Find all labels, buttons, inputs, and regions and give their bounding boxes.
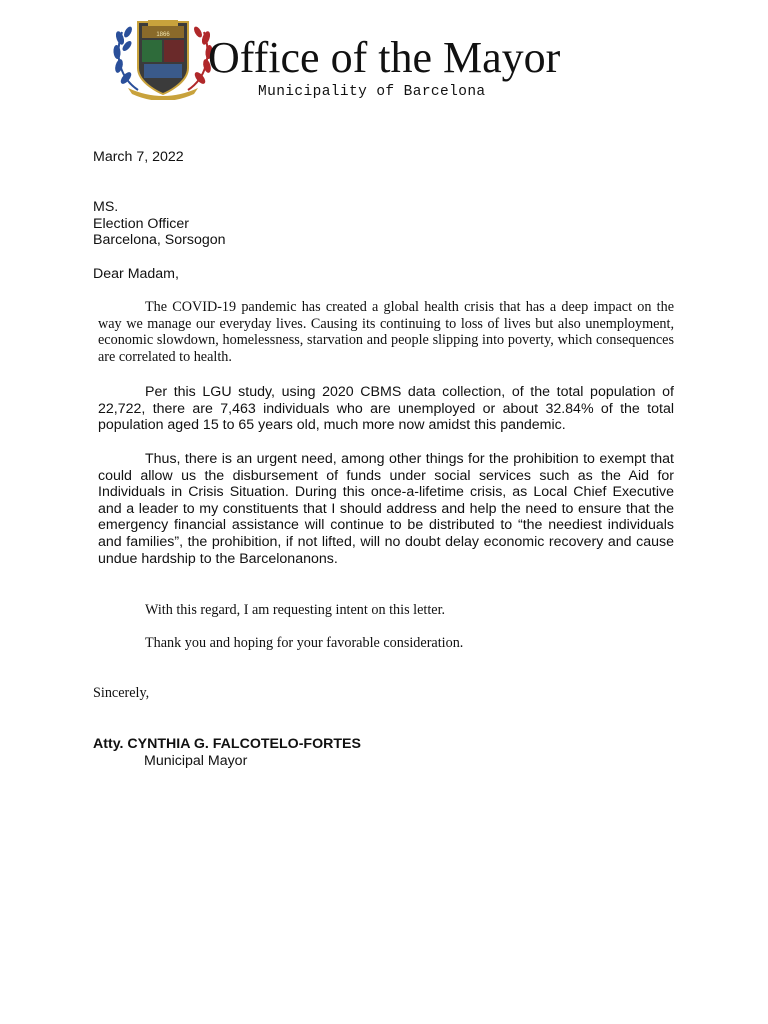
- seal-year: 1866: [156, 32, 170, 38]
- body-paragraph: Thank you and hoping for your favorable consideration.: [145, 635, 464, 651]
- recipient-line: MS.: [93, 199, 119, 215]
- body-paragraph: Per this LGU study, using 2020 CBMS data collection, of the total population of 22,722, there are 7,463 individuals who are unemployed or about 32.84% of the total population aged 15 to 65 years old, much more now amidst this pandemic.: [98, 384, 674, 434]
- body-paragraph: With this regard, I am requesting intent on this letter.: [145, 602, 446, 618]
- letter-date: March 7, 2022: [93, 149, 184, 165]
- salutation: Dear Madam,: [93, 266, 179, 282]
- closing: Sincerely,: [93, 685, 150, 701]
- left-laurel-icon: [113, 25, 138, 90]
- body-paragraph: Thus, there is an urgent need, among other things for the prohibition to exempt that could allow us the disbursement of funds under social services such as the Aid for Individuals in Crisis Situation. During this once-a-lifetime crisis, as Local Chief Executive and a leader to my constituents that I should address and help the need to ensure that the emergency financial assistance will continue to be distributed to “the neediest individuals and families”, the prohibition, if not lifted, will no doubt delay economic recovery and cause undue hardship to the Barcelonanons.: [98, 451, 674, 567]
- recipient-line: Election Officer: [93, 215, 189, 232]
- municipal-seal-logo: [108, 12, 218, 100]
- signer-name: Atty. CYNTHIA G. FALCOTELO-FORTES: [93, 736, 361, 752]
- recipient-address: [93, 199, 226, 249]
- office-title: Office of the Mayor: [208, 33, 561, 82]
- body-paragraph: The COVID-19 pandemic has created a global health crisis that has a deep impact on the way we manage our everyday lives. Causing its continuing to loss of lives but also unemployment, economic slowdown, homelessness, starvation and people slipping into poverty, which consequences are correlated to health.: [98, 299, 674, 365]
- seal-shield-icon: [138, 20, 188, 94]
- signer-title: Municipal Mayor: [144, 753, 248, 769]
- recipient-line: Barcelona, Sorsogon: [93, 232, 226, 249]
- municipality-subtitle: Municipality of Barcelona: [258, 84, 486, 100]
